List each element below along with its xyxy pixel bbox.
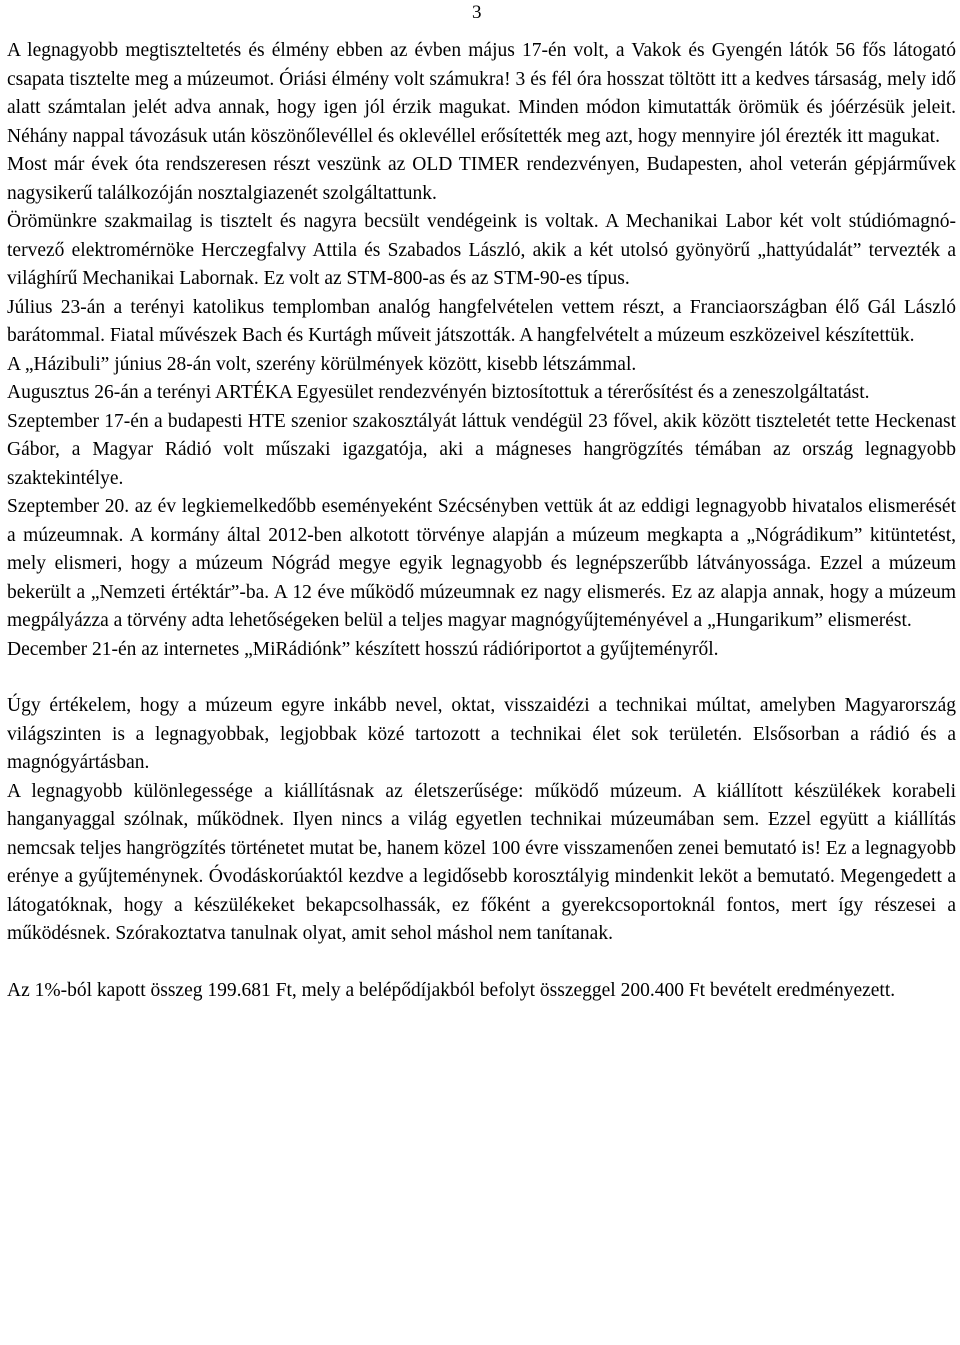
paragraph-spacer bbox=[7, 664, 956, 692]
paragraph-mechanikai-labor: Örömünkre szakmailag is tisztelt és nagyra becsült vendégeink is voltak. A Mechanikai Labor két volt stúdiómagnó-tervező elektromérnöke Herczegfalvy Attila és Szabados László, akik a két utolsó gyönyörű „hattyúdalát” tervezték a világhírű Mechanikai Labornak. Ez volt az STM-800-as és az STM-90-es típus. bbox=[7, 211, 956, 289]
paragraph-julius-recording: Július 23-án a terényi katolikus templomban analóg hangfelvételen vettem részt, a Franciaországban élő Gál László barátommal. Fiatal művészek Bach és Kurtágh műveit játszották. A hangfelvételt a múzeum eszközeivel készítettük. bbox=[7, 296, 956, 346]
paragraph-arteka: Augusztus 26-án a terényi ARTÉKA Egyesület rendezvényén biztosítottuk a térerősítést és a zeneszolgáltatást. bbox=[7, 382, 870, 403]
paragraph-working-museum: A legnagyobb különlegessége a kiállításnak az életszerűsége: működő múzeum. A kiállított készülékek korabeli hanganyaggal szólnak, működnek. Ilyen nincs a világ egyetlen technikai múzeumában sem. Ezzel együtt a kiállítás nemcsak teljes hangrögzítés történetet mutat be, hanem közel 100 évre visszamenően zenei bemutató is! Ez a legnagyobb erénye a gyűjteménynek. Óvodáskorúaktól kezdve a legidősebb korosztályig mindenkit leköt a bemutató. Megengedett a látogatóknak, hogy a készülékeket bekapcsolhassák, ez főként a gyerekcsoportoknál fontos, mert így részesei a működésnek. Szórakoztatva tanulnak olyat, amit sehol máshol nem tanítanak. bbox=[7, 780, 956, 944]
document-body bbox=[7, 37, 956, 1005]
paragraph-old-timer: Most már évek óta rendszeresen részt veszünk az OLD TIMER rendezvényen, Budapesten, ahol veterán gépjárművek nagysikerű találkozóján nosztalgiazenét szolgáltattunk. bbox=[7, 154, 956, 204]
paragraph-nogradikum: Szeptember 20. az év legkiemelkedőbb eseményeként Szécsényben vettük át az eddigi legnagyobb hivatalos elismerését a múzeumnak. A kormány által 2012-ben alkotott törvénye alapján a múzeum megkapta a „Nógrádikum” kitüntetést, mely elismeri, hogy a múzeum Nógrád megye egyik legnagyobb és legnépszerűbb látványossága. Ezzel a múzeum bekerült a „Nemzeti értéktár”-ba. A 12 éve működő múzeumnak ez nagy elismerés. Ez az alapja annak, hogy a múzeum megpályázza a törvény adta lehetőségeken belül a teljes magyar magnógyűjteményével a „Hungarikum” elismerést. bbox=[7, 496, 956, 631]
paragraph-miradionk: December 21-én az internetes „MiRádiónk” készített hosszú rádióriportot a gyűjteményről. bbox=[7, 638, 719, 660]
paragraph-spacer bbox=[7, 949, 956, 977]
page-number: 3 bbox=[472, 2, 482, 23]
paragraph-evaluation: Úgy értékelem, hogy a múzeum egyre inkább nevel, oktat, visszaidézi a technikai múltat, amelyben Magyarország világszinten is a legnagyobbak, legjobbak közé tartozott a technikai élet sok területén. Elsősorban a rádió és a magnógyártásban. bbox=[7, 695, 956, 773]
paragraph-vakok-visit: A legnagyobb megtiszteltetés és élmény ebben az évben május 17-én volt, a Vakok és Gyengén látók 56 fős látogató csapata tisztelte meg a múzeumot. Óriási élmény volt számukra! 3 és fél óra hosszat töltött itt a kedves társaság, mely idő alatt számtalan jelét adva annak, hogy igen jól érzik magukat. Minden módon kimutatták örömük és jóérzésük jeleit. Néhány nappal távozásuk után köszönőlevéllel és oklevéllel erősítették meg azt, hogy mennyire jól érezték itt magukat. bbox=[7, 40, 956, 147]
paragraph-hte-visit: Szeptember 17-én a budapesti HTE szenior szakosztályát láttuk vendégül 23 fővel, akik között tiszteletét tette Heckenast Gábor, a Magyar Rádió volt műszaki igazgatója, aki a mágneses hangrögzítés témában az ország legnagyobb szaktekintélye. bbox=[7, 410, 956, 489]
paragraph-one-percent: Az 1%-ból kapott összeg 199.681 Ft, mely a belépődíjakból befolyt összeggel 200.400 Ft bevételt eredményezett. bbox=[7, 979, 896, 1001]
paragraph-hazibuli: A „Házibuli” június 28-án volt, szerény körülmények között, kisebb létszámmal. bbox=[7, 353, 637, 375]
